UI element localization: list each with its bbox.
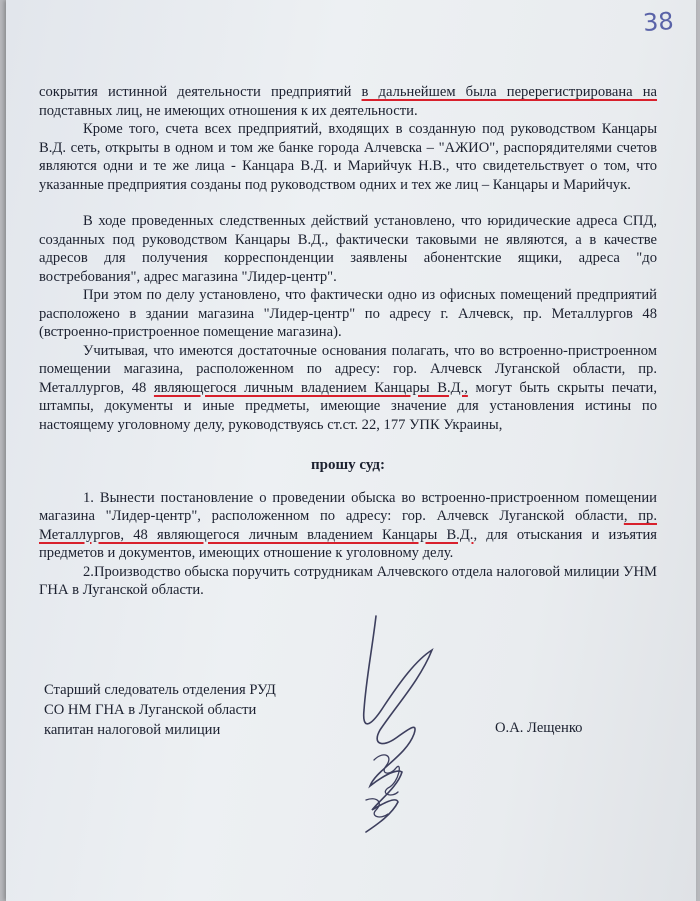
request-item-1: 1. Вынести постановление о проведении обыска во встроенно-пристроенном помещении магазина "Лидер-центр", расположенном по адресу: гор. Алчевск Луганской области, пр. Металлургов, 48 являющегося личным владением Канцары В.Д., для отыскания и изъятия предметов и документов, имеющих отношение к уголовному делу. xyxy=(39,489,657,561)
body-text xyxy=(39,83,657,600)
signatory-rank: капитан налоговой милиции xyxy=(44,722,221,738)
signatory-name: О.А. Лещенко xyxy=(495,720,583,736)
signatory-department: СО НМ ГНА в Луганской области xyxy=(44,702,257,718)
request-item-2: 2.Производство обыска поручить сотрудникам Алчевского отдела налоговой милиции УНМ ГНА в Луганской области. xyxy=(39,563,657,598)
request-heading: прошу суд: xyxy=(311,457,385,473)
paragraph-1: сокрытия истинной деятельности предприятий в дальнейшем была перерегистрирована на подставных лиц, не имеющих отношения к их деятельности. xyxy=(39,84,658,119)
document-page xyxy=(6,0,696,901)
underlined-fragment: в дальнейшем была перерегистрирована на xyxy=(361,84,658,100)
page-number: 38 xyxy=(642,6,675,38)
paragraph-3: В ходе проведенных следственных действий установлено, что юридические адреса СПД, созданных под руководством Канцары В.Д., фактически таковыми не являются, а в качестве адресов для получения корреспонденции заявлены абонентские ящики, адреса "до востребования", адрес магазина "Лидер-центр". xyxy=(39,213,657,285)
handwritten-signature xyxy=(336,610,466,840)
underlined-fragment: , пр. Металлургов, 48 являющегося личным владением Канцары В.Д. xyxy=(39,508,657,543)
underlined-fragment: являющегося личным владением Канцары В.Д., xyxy=(153,379,468,396)
signatory-block xyxy=(44,680,276,740)
signatory-title: Старший следователь отделения РУД xyxy=(44,682,276,698)
paragraph-5: Учитывая, что имеются достаточные основания полагать, что во встроенно-пристроенном помещении магазина, расположенном по адресу: гор. Алчевск Луганской области, пр. Металлургов, 48 являющегося личным владением Канцары В.Д., могут быть скрыты печати, штампы, документы и иные предметы, имеющие значение для установления истины по настоящему уголовному делу, руководствуясь ст.ст. 22, 177 УПК Украины, xyxy=(39,342,657,433)
paragraph-4: При этом по делу установлено, что фактически одно из офисных помещений предприятий расположено в здании магазина "Лидер-центр" по адресу г. Алчевск, пр. Металлургов 48 (встроенно-пристроенное помещение магазина). xyxy=(39,287,657,340)
paragraph-2: Кроме того, счета всех предприятий, входящих в созданную под руководством Канцары В.Д. сеть, открыты в одном и том же банке города Алчевска – "АЖИО", распорядителями счетов являются одни и те же лица - Канцара В.Д. и Марийчук Н.В., что свидетельствует о том, что указанные предприятия созданы под руководством одних и тех же лиц – Канцары и Марийчук. xyxy=(39,121,657,193)
